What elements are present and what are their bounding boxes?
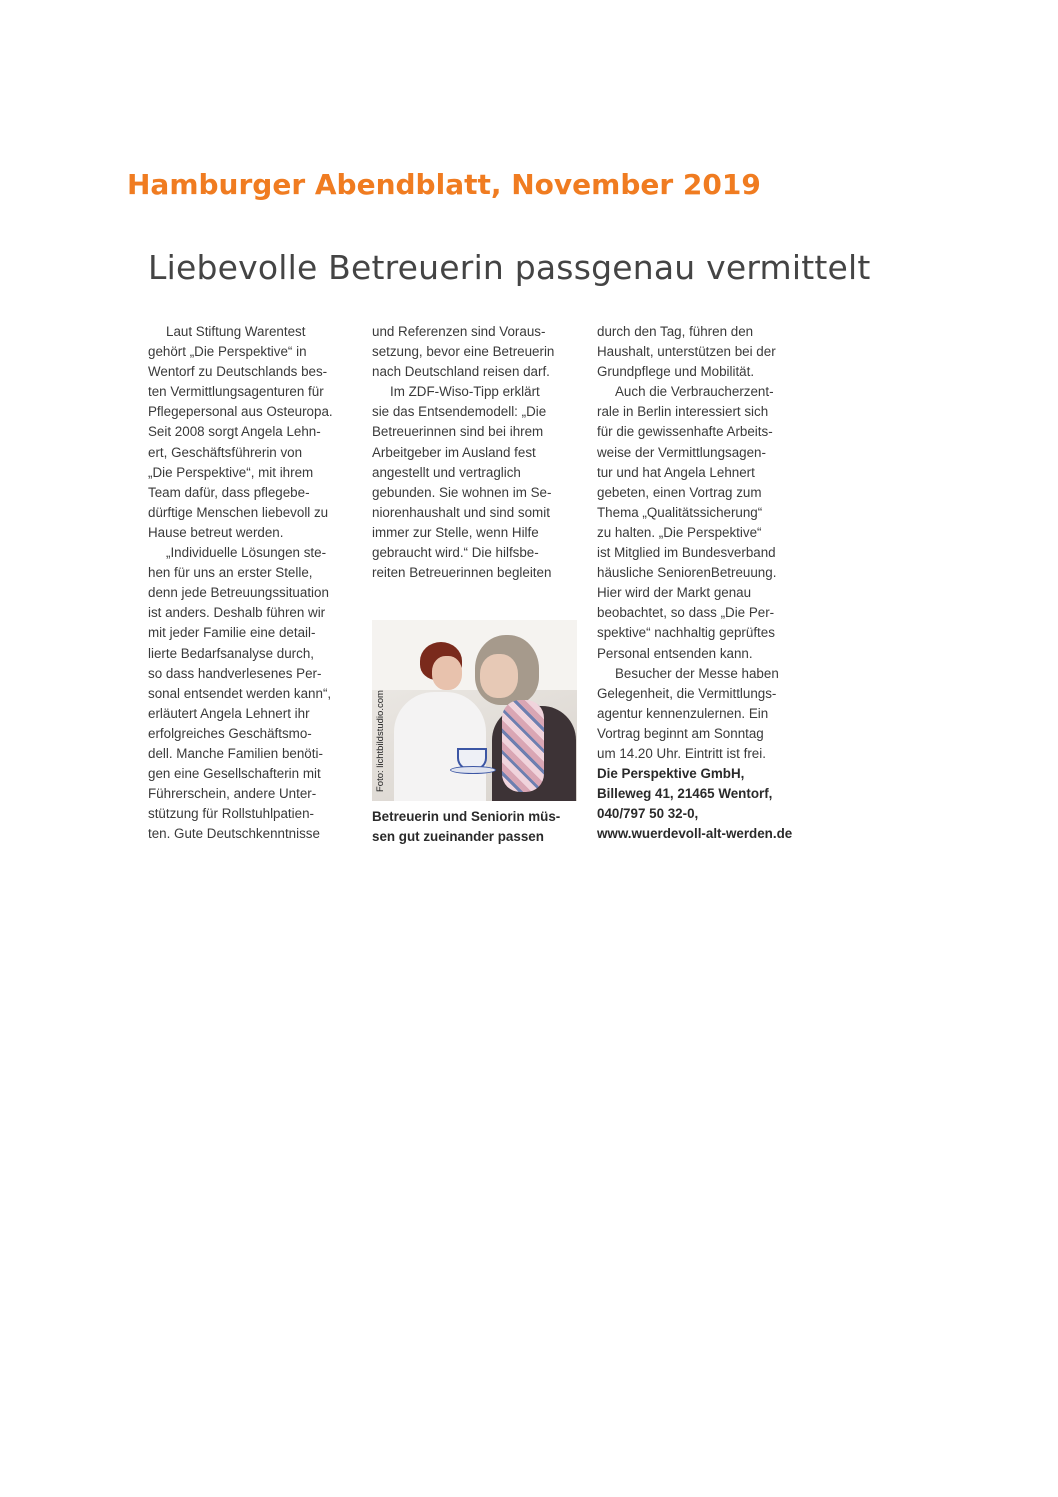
source-title: Hamburger Abendblatt, November 2019 xyxy=(127,168,761,201)
text-line: Hier wird der Markt genau xyxy=(597,585,752,601)
text-line: Führerschein, andere Unter- xyxy=(148,786,317,802)
text-line: zu halten. „Die Perspektive“ xyxy=(597,524,762,540)
text-line: für die gewissenhafte Arbeits- xyxy=(597,424,773,440)
saucer xyxy=(450,766,496,774)
text-line: niorenhaushalt und sind somit xyxy=(372,504,550,520)
caregiver-face xyxy=(432,656,462,690)
senior-scarf xyxy=(502,700,544,792)
text-line: erfolgreiches Geschäftsmo- xyxy=(148,725,312,741)
text-line: hen für uns an erster Stelle, xyxy=(148,565,313,581)
text-line: ist anders. Deshalb führen wir xyxy=(148,605,326,621)
text-line: ist Mitglied im Bundesverband xyxy=(597,545,776,561)
text-line: so dass handverlesenes Per- xyxy=(148,665,322,681)
article-column-1 xyxy=(148,322,360,844)
text-line: häusliche SeniorenBetreuung. xyxy=(597,565,777,581)
text-line: „Die Perspektive“, mit ihrem xyxy=(148,464,314,480)
article-column-2 xyxy=(372,322,582,583)
text-line: Seit 2008 sorgt Angela Lehn- xyxy=(148,424,321,440)
text-line: Wentorf zu Deutschlands bes- xyxy=(148,364,328,380)
text-line: Haushalt, unterstützen bei der xyxy=(597,344,776,360)
contact-phone: 040/797 50 32-0, xyxy=(597,806,699,822)
text-line: dell. Manche Familien benöti- xyxy=(148,745,323,761)
text-line: Grundpflege und Mobilität. xyxy=(597,364,755,380)
senior-face xyxy=(480,654,518,698)
text-line: Hause betreut werden. xyxy=(148,524,284,540)
text-line: ert, Geschäftsführerin von xyxy=(148,444,303,460)
text-line: immer zur Stelle, wenn Hilfe xyxy=(372,524,539,540)
text-line: Auch die Verbraucherzent- xyxy=(615,384,774,400)
text-line: Besucher der Messe haben xyxy=(615,665,779,681)
text-line: Arbeitgeber im Ausland fest xyxy=(372,444,536,460)
contact-company: Die Perspektive GmbH, xyxy=(597,766,745,782)
text-line: sonal entsendet werden kann“, xyxy=(148,685,332,701)
text-line: Laut Stiftung Warentest xyxy=(166,324,306,339)
text-line: agentur kennenzulernen. Ein xyxy=(597,705,769,721)
contact-address: Billeweg 41, 21465 Wentorf, xyxy=(597,786,773,802)
article-headline: Liebevolle Betreuerin passgenau vermittelt xyxy=(148,248,871,287)
text-line: gebraucht wird.“ Die hilfsbe- xyxy=(372,545,539,561)
text-line: gebeten, einen Vortrag zum xyxy=(597,484,762,500)
text-line: stützung für Rollstuhlpatien- xyxy=(148,806,314,822)
text-line: setzung, bevor eine Betreuerin xyxy=(372,344,555,360)
article-column-3 xyxy=(597,322,809,844)
text-line: „Individuelle Lösungen ste- xyxy=(166,545,327,561)
text-line: nach Deutschland reisen darf. xyxy=(372,364,550,380)
caption-line: Betreuerin und Seniorin müs- xyxy=(372,809,561,824)
text-line: ten. Gute Deutschkenntnisse xyxy=(148,826,320,842)
text-line: Thema „Qualitätssicherung“ xyxy=(597,504,763,520)
text-line: reiten Betreuerinnen begleiten xyxy=(372,565,552,581)
text-line: Team dafür, dass pflegebe- xyxy=(148,484,310,500)
text-line: spektive“ nachhaltig geprüftes xyxy=(597,625,775,641)
text-line: denn jede Betreuungssituation xyxy=(148,585,329,601)
photo-caption xyxy=(372,807,584,847)
text-line: Vortrag beginnt am Sonntag xyxy=(597,725,764,741)
text-line: um 14.20 Uhr. Eintritt ist frei. xyxy=(597,745,766,761)
text-line: gebunden. Sie wohnen im Se- xyxy=(372,484,552,500)
caption-line: sen gut zueinander passen xyxy=(372,829,544,845)
text-line: gen eine Gesellschafterin mit xyxy=(148,766,321,782)
text-line: rale in Berlin interessiert sich xyxy=(597,404,769,420)
text-line: weise der Vermittlungsagen- xyxy=(597,444,766,460)
article-photo xyxy=(372,620,577,801)
text-line: tur und hat Angela Lehnert xyxy=(597,464,755,480)
text-line: gehört „Die Perspektive“ in xyxy=(148,344,307,360)
text-line: erläutert Angela Lehnert ihr xyxy=(148,705,310,721)
text-line: und Referenzen sind Voraus- xyxy=(372,324,546,339)
text-line: angestellt und vertraglich xyxy=(372,464,521,480)
text-line: Gelegenheit, die Vermittlungs- xyxy=(597,685,777,701)
text-line: lierte Bedarfsanalyse durch, xyxy=(148,645,314,661)
caregiver-figure xyxy=(394,692,486,801)
text-line: Im ZDF-Wiso-Tipp erklärt xyxy=(390,384,540,400)
text-line: sie das Entsendemodell: „Die xyxy=(372,404,547,420)
text-line: Pflegepersonal aus Osteuropa. xyxy=(148,404,333,420)
text-line: dürftige Menschen liebevoll zu xyxy=(148,504,329,520)
contact-website: www.wuerdevoll-alt-werden.de xyxy=(597,826,793,842)
text-line: Personal entsenden kann. xyxy=(597,645,753,661)
text-line: Betreuerinnen sind bei ihrem xyxy=(372,424,544,440)
text-line: mit jeder Familie eine detail- xyxy=(148,625,316,641)
text-line: durch den Tag, führen den xyxy=(597,324,754,339)
text-line: ten Vermittlungsagenturen für xyxy=(148,384,324,400)
text-line: beobachtet, so dass „Die Per- xyxy=(597,605,775,621)
photo-credit: Foto: lichtbildstudio.com xyxy=(375,690,386,792)
